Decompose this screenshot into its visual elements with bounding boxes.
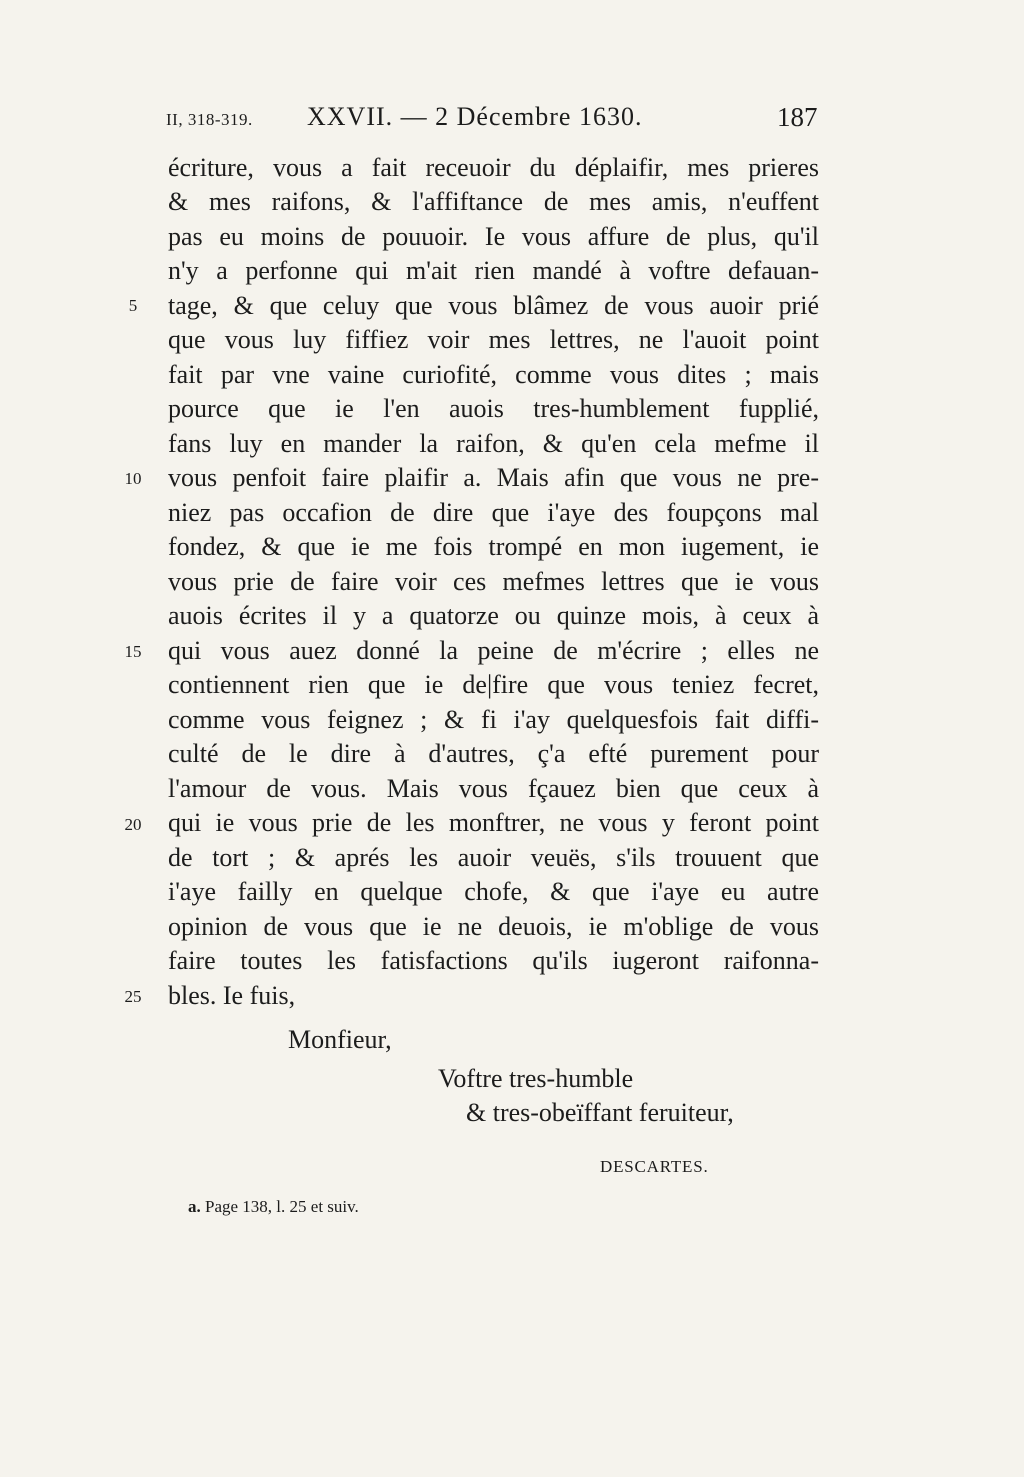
body-line: vous penfoit faire plaifir a. Mais afin que vous ne pre- [168, 463, 819, 492]
body-line: qui vous auez donné la peine de m'écrire ; elles ne [168, 636, 819, 665]
salutation: Monfieur, [288, 1025, 392, 1054]
body-line: n'y a perfonne qui m'ait rien mandé à voftre defauan- [168, 256, 819, 285]
body-line: contiennent rien que ie de|fire que vous teniez fecret, [168, 670, 819, 699]
body-line: culté de le dire à d'autres, ç'a efté purement pour [168, 739, 819, 768]
line-number: 25 [124, 987, 142, 1006]
page-number: 187 [777, 102, 818, 132]
body-line: de tort ; & aprés les auoir veuës, s'ils trouuent que [168, 843, 819, 872]
body-line: i'aye failly en quelque chofe, & que i'aye eu autre [168, 877, 819, 906]
body-line: fans luy en mander la raifon, & qu'en cela mefme il [168, 429, 819, 458]
body-line: écriture, vous a fait receuoir du déplaifir, mes prieres [168, 153, 819, 182]
body-line: pource que ie l'en auois tres-humblement fupplié, [168, 394, 819, 423]
body-line: & mes raifons, & l'affiftance de mes amis, n'euffent [168, 187, 819, 216]
body-line: que vous luy fiffiez voir mes lettres, ne l'auoit point [168, 325, 819, 354]
body-line: comme vous feignez ; & fi i'ay quelquesfois fait diffi- [168, 705, 819, 734]
footnote [188, 1197, 359, 1217]
letter-heading: XXVII. — 2 Décembre 1630. [307, 102, 643, 131]
body-line: faire toutes les fatisfactions qu'ils iugeront raifonna- [168, 946, 819, 975]
body-line: pas eu moins de pouuoir. Ie vous affure de plus, qu'il [168, 222, 819, 251]
body-line: fait par vne vaine curiofité, comme vous dites ; mais [168, 360, 819, 389]
footnote-marker: a. [188, 1197, 201, 1216]
volume-page-reference: II, 318-319. [166, 110, 253, 129]
body-line: auois écrites il y a quatorze ou quinze mois, à ceux à [168, 601, 819, 630]
body-line: qui ie vous prie de les monftrer, ne vous y feront point [168, 808, 819, 837]
body-line: vous prie de faire voir ces mefmes lettres que ie vous [168, 567, 819, 596]
body-line: niez pas occafion de dire que i'aye des foupçons mal [168, 498, 819, 527]
body-line: fondez, & que ie me fois trompé en mon iugement, ie [168, 532, 819, 561]
line-number: 15 [124, 642, 142, 661]
closing-line: & tres-obeïffant feruiteur, [466, 1098, 734, 1127]
body-line: tage, & que celuy que vous blâmez de vous auoir prié [168, 291, 819, 320]
line-number: 5 [128, 296, 138, 315]
signature: DESCARTES. [600, 1157, 709, 1176]
body-line: bles. Ie fuis, [168, 981, 296, 1010]
line-number: 20 [124, 815, 142, 834]
closing-line: Voftre tres-humble [438, 1064, 634, 1093]
body-line: l'amour de vous. Mais vous fçauez bien que ceux à [168, 774, 819, 803]
line-number: 10 [124, 469, 142, 488]
footnote-text: Page 138, l. 25 et suiv. [205, 1197, 359, 1216]
page-header [0, 102, 1024, 142]
body-line: opinion de vous que ie ne deuois, ie m'oblige de vous [168, 912, 819, 941]
